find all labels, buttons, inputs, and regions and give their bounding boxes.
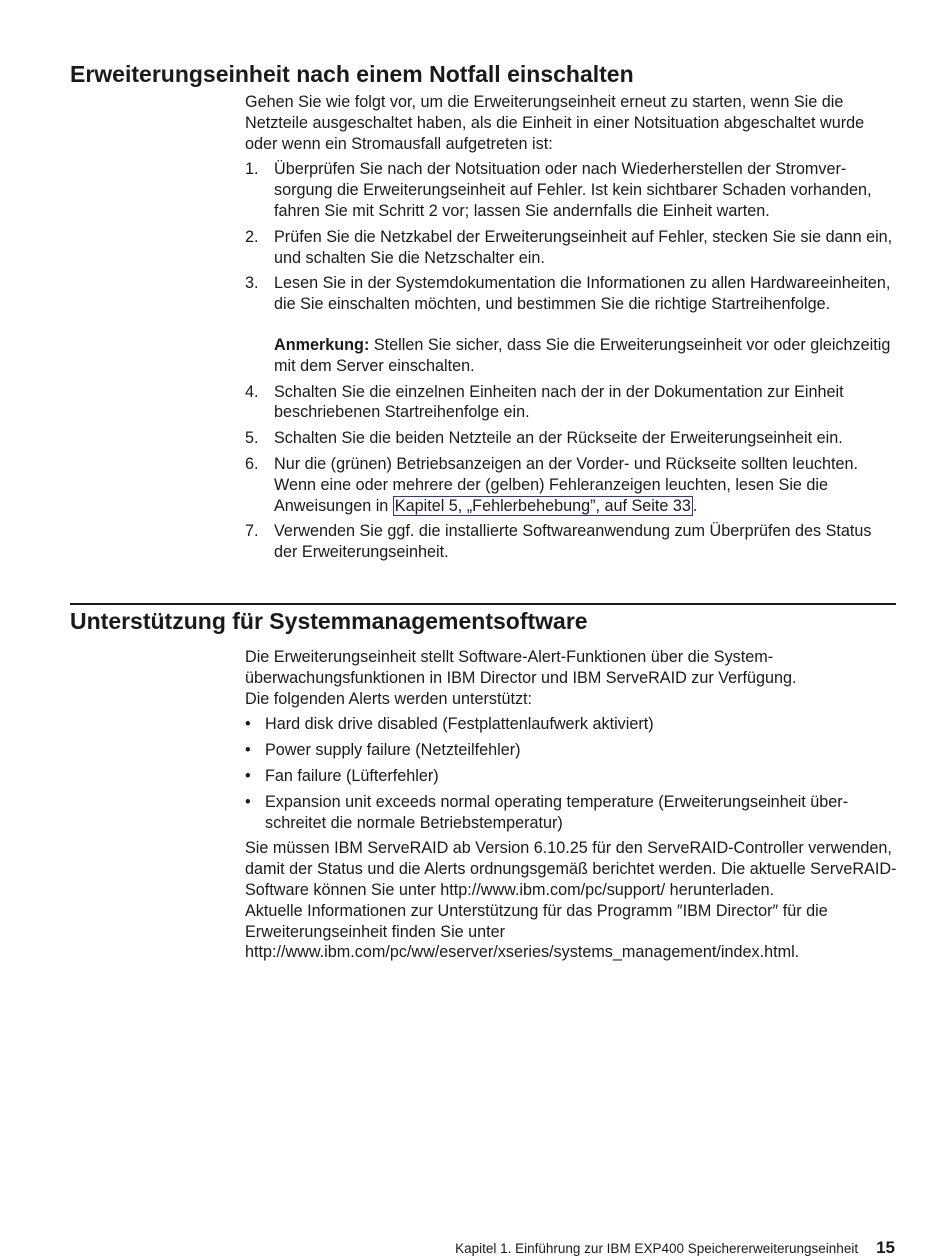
step-text: Schalten Sie die einzelnen Einheiten nach der in der Dokumentation zur Einheit beschriebenen Startreihenfolge ein. bbox=[274, 382, 844, 422]
section-heading-systems-management: Unterstützung für Systemmanagementsoftware bbox=[70, 608, 588, 634]
list-item-alert bbox=[245, 766, 897, 787]
list-item-step-6 bbox=[245, 454, 897, 516]
list-item-alert bbox=[245, 714, 897, 735]
step-number: 5. bbox=[245, 429, 259, 448]
step-number: 7. bbox=[245, 522, 259, 541]
step-text-end: . bbox=[692, 496, 698, 515]
alert-text: Power supply failure (Netzteilfehler) bbox=[265, 741, 521, 760]
bullet-icon: • bbox=[245, 715, 251, 734]
alert-text: Hard disk drive disabled (Festplattenlaufwerk aktiviert) bbox=[265, 715, 654, 734]
note-label: Anmerkung: bbox=[274, 335, 370, 354]
list-item-alert bbox=[245, 740, 897, 761]
step-text: Lesen Sie in der Systemdokumentation die Informationen zu allen Hardwareeinheiten, die Sie einschalten möchten, und bestimmen Sie die richtige Startreihenfolge. bbox=[274, 274, 891, 314]
alerts-list bbox=[245, 714, 897, 833]
section-divider bbox=[70, 603, 896, 605]
intro-paragraph: Die Erweiterungseinheit stellt Software-Alert-Funktionen über die Systemüberwachungsfunktionen in IBM Director und IBM ServeRAID zur Verfügung. bbox=[245, 648, 797, 687]
list-item-step-1 bbox=[245, 159, 897, 221]
list-item-step-2 bbox=[245, 227, 897, 269]
section-heading-emergency-power-on: Erweiterungseinheit nach einem Notfall einschalten bbox=[70, 61, 634, 87]
step-text: Überprüfen Sie nach der Notsituation oder nach Wiederherstellen der Stromversorgung die Erweiterungseinheit auf Fehler. Ist kein sichtbarer Schaden vorhanden, fahren Sie mit Schritt 2 vor; lassen Sie andernfalls die Einheit warten. bbox=[274, 160, 872, 220]
section-emergency-power-on bbox=[245, 92, 897, 568]
page-number: 15 bbox=[876, 1238, 895, 1257]
serveraid-paragraph: Sie müssen IBM ServeRAID ab Version 6.10.25 für den ServeRAID-Controller verwenden, damit der Status und die Alerts ordnungsgemäß berichtet werden. Die aktuelle ServeRAID-Software können Sie unter http://www.ibm.com/pc/support/ herunterladen. bbox=[245, 839, 897, 899]
list-item-step-5 bbox=[245, 428, 897, 449]
page-footer bbox=[455, 1238, 895, 1258]
step-text: Schalten Sie die beiden Netzteile an der Rückseite der Erweiterungseinheit ein. bbox=[274, 429, 843, 448]
alert-text: Fan failure (Lüfterfehler) bbox=[265, 766, 439, 785]
alerts-intro: Die folgenden Alerts werden unterstützt: bbox=[245, 689, 533, 708]
step-number: 4. bbox=[245, 382, 259, 401]
step-text: Prüfen Sie die Netzkabel der Erweiterungseinheit auf Fehler, stecken Sie sie dann ein, und schalten Sie die Netzschalter ein. bbox=[274, 227, 893, 267]
step-number: 3. bbox=[245, 274, 259, 293]
section-systems-management bbox=[245, 647, 897, 963]
footer-chapter-title: Kapitel 1. Einführung zur IBM EXP400 Speichererweiterungseinheit bbox=[455, 1241, 859, 1256]
bullet-icon: • bbox=[245, 741, 251, 760]
list-item-alert bbox=[245, 792, 897, 834]
step-number: 1. bbox=[245, 160, 259, 179]
director-paragraph: Aktuelle Informationen zur Unterstützung für das Programm ″IBM Director″ für die Erweiterungseinheit finden Sie unter http://www.ibm.com/pc/ww/eserver/xseries/systems_management/index.html. bbox=[245, 901, 828, 962]
intro-paragraph: Gehen Sie wie folgt vor, um die Erweiterungseinheit erneut zu starten, wenn Sie die Netzteile ausgeschaltet haben, als die Einheit in einer Notsituation abgeschaltet wurde oder wenn ein Stromausfall aufgetreten ist: bbox=[245, 93, 865, 153]
bullet-icon: • bbox=[245, 766, 251, 785]
step-number: 6. bbox=[245, 454, 259, 473]
step-text: Nur die (grünen) Betriebsanzeigen an der Vorder- und Rückseite sollten leuchten. Wenn eine oder mehrere der (gelben) Fehleranzeigen leuchten, lesen Sie die Anweisungen in bbox=[274, 454, 858, 515]
list-item-step-7 bbox=[245, 521, 897, 563]
steps-list bbox=[245, 159, 897, 563]
bullet-icon: • bbox=[245, 792, 251, 811]
alert-text: Expansion unit exceeds normal operating temperature (Erweiterungseinheit überschreitet die normale Betriebstemperatur) bbox=[265, 792, 849, 832]
chapter-5-troubleshooting-link[interactable]: Kapitel 5, „Fehlerbehebung”, auf Seite 33 bbox=[394, 496, 691, 515]
step-number: 2. bbox=[245, 227, 259, 246]
note-block bbox=[274, 335, 897, 377]
note-text: Stellen Sie sicher, dass Sie die Erweiterungseinheit vor oder gleichzeitig mit dem Server einschalten. bbox=[274, 335, 891, 375]
list-item-step-3 bbox=[245, 273, 897, 376]
list-item-step-4 bbox=[245, 382, 897, 424]
step-text: Verwenden Sie ggf. die installierte Softwareanwendung zum Überprüfen des Status der Erweiterungseinheit. bbox=[274, 522, 872, 562]
